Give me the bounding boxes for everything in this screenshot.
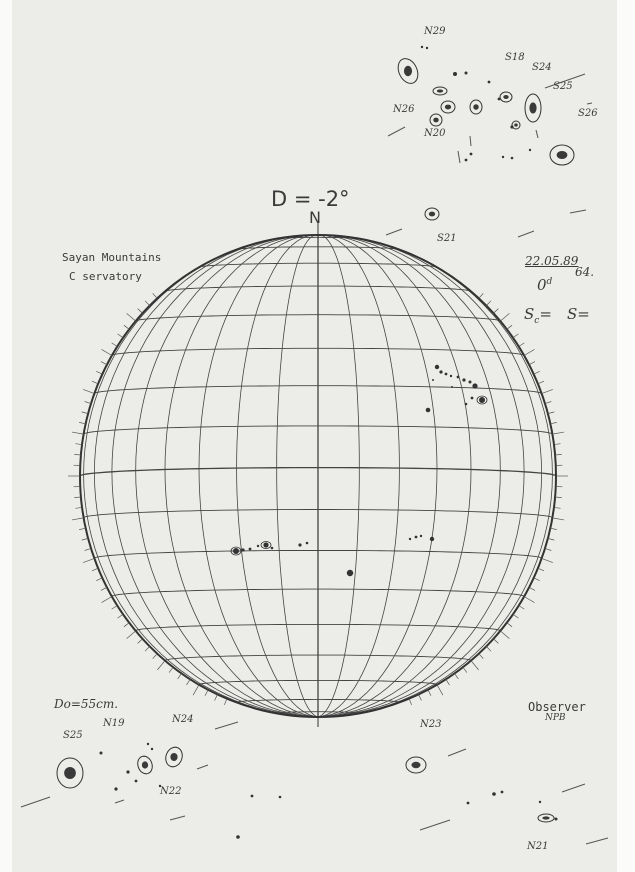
limb-tick xyxy=(74,454,81,455)
meridian-line xyxy=(277,235,318,717)
sunspot xyxy=(420,535,422,537)
observer-label: Observer xyxy=(528,700,586,714)
sunspot xyxy=(409,538,411,540)
annotation-stroke xyxy=(420,820,450,830)
limb-tick xyxy=(101,587,107,590)
limb-tick xyxy=(79,422,86,423)
group-spot xyxy=(539,801,541,803)
group-umbra xyxy=(557,151,568,159)
limb-tick xyxy=(493,309,498,314)
annotation-stroke xyxy=(197,765,208,769)
group-label-s26: S26 xyxy=(578,108,598,119)
limb-tick xyxy=(519,343,525,347)
group-spot xyxy=(501,791,504,794)
limb-tick xyxy=(513,334,518,338)
group-umbra xyxy=(412,762,421,768)
sunspot xyxy=(257,545,259,547)
sunspot xyxy=(233,548,239,554)
group-spot xyxy=(426,47,428,49)
limb-tick xyxy=(437,685,443,695)
group-umbra xyxy=(170,753,177,761)
limb-tick xyxy=(118,614,123,618)
group-spot xyxy=(465,72,468,75)
sunspot xyxy=(472,383,477,388)
group-label-n19: N19 xyxy=(103,718,125,729)
limb-tick xyxy=(542,389,553,393)
limb-tick xyxy=(500,313,509,321)
limb-tick xyxy=(153,293,158,298)
group-label-n26: N26 xyxy=(393,104,415,115)
meridian-line xyxy=(318,235,359,717)
limb-tick xyxy=(124,325,129,329)
group-umbra xyxy=(514,123,518,126)
meridian-line xyxy=(318,235,399,717)
limb-tick xyxy=(479,293,484,298)
annotation-stroke xyxy=(388,127,405,136)
limb-tick xyxy=(555,454,562,455)
observatory-name: Sayan Mountains xyxy=(62,251,162,264)
meridian-line xyxy=(318,235,500,717)
group-label-s21: S21 xyxy=(437,233,457,244)
limb-tick xyxy=(486,646,491,651)
group-spot xyxy=(555,818,558,821)
limb-tick xyxy=(550,528,557,529)
annotation-stroke xyxy=(448,749,466,756)
group-spot xyxy=(511,157,514,160)
limb-tick xyxy=(79,528,86,529)
annotation-stroke xyxy=(458,151,460,163)
sunspot xyxy=(298,543,301,546)
north-label: N xyxy=(309,208,321,227)
limb-tick xyxy=(534,371,540,374)
drawing-number: 64. xyxy=(575,265,595,279)
limb-tick xyxy=(145,301,150,306)
limb-tick xyxy=(145,646,150,651)
sunspot xyxy=(426,408,431,413)
limb-tick xyxy=(524,597,534,603)
sunspot xyxy=(249,548,252,551)
sunspot xyxy=(415,536,418,539)
meridian-line xyxy=(199,235,318,717)
disk-diameter: Do=55cm. xyxy=(54,697,119,711)
group-umbra xyxy=(429,212,435,217)
d-angle-label: D = -2° xyxy=(271,187,350,211)
group-spot xyxy=(135,780,138,783)
limb-tick xyxy=(500,631,509,639)
limb-tick xyxy=(127,313,136,321)
group-umbra xyxy=(64,767,76,779)
group-umbra xyxy=(473,104,478,110)
group-umbra xyxy=(404,66,412,76)
group-spot xyxy=(421,46,423,48)
limb-tick xyxy=(102,597,112,603)
meridian-line xyxy=(318,235,437,717)
group-umbra xyxy=(542,816,549,819)
group-umbra xyxy=(142,761,148,768)
limb-tick xyxy=(409,699,412,705)
limb-tick xyxy=(463,667,467,672)
limb-tick xyxy=(529,362,535,365)
limb-tick xyxy=(83,389,94,393)
sunspot xyxy=(435,365,439,369)
group-label-s25-bottom: S25 xyxy=(63,730,83,741)
limb-tick xyxy=(519,605,525,609)
limb-tick xyxy=(524,349,534,355)
limb-tick xyxy=(118,334,123,338)
annotation-stroke xyxy=(21,797,50,807)
sc-label: $S_c=$ xyxy=(524,305,552,326)
limb-tick xyxy=(534,578,540,581)
limb-tick xyxy=(96,578,102,581)
limb-tick xyxy=(538,381,544,384)
limb-tick xyxy=(101,362,107,365)
limb-tick xyxy=(215,694,218,700)
limb-tick xyxy=(545,402,551,404)
group-spot xyxy=(502,156,504,158)
limb-tick xyxy=(552,518,564,520)
group-label-n20: N20 xyxy=(424,128,446,139)
limb-tick xyxy=(138,309,143,314)
limb-tick xyxy=(455,673,459,679)
sunspot xyxy=(241,548,244,551)
annotation-stroke xyxy=(386,229,402,235)
group-label-n24: N24 xyxy=(172,714,194,725)
limb-tick xyxy=(127,631,136,639)
group-label-n21: N21 xyxy=(527,841,549,852)
limb-tick xyxy=(545,548,551,550)
annotation-stroke xyxy=(587,103,592,104)
annotation-stroke xyxy=(470,136,471,146)
limb-tick xyxy=(75,507,82,508)
meridian-line xyxy=(112,235,318,717)
annotation-stroke xyxy=(536,130,538,138)
sunspot xyxy=(479,397,485,403)
meridian-line xyxy=(237,235,318,717)
group-umbra xyxy=(503,95,508,99)
limb-tick xyxy=(428,690,431,696)
sunspot xyxy=(271,547,274,550)
group-umbra xyxy=(529,102,536,113)
sunspot xyxy=(445,373,448,376)
sunspot xyxy=(263,542,268,547)
limb-tick xyxy=(471,661,479,670)
sunspot xyxy=(457,376,460,379)
limb-tick xyxy=(548,538,554,540)
limb-tick xyxy=(92,568,98,571)
limb-tick xyxy=(513,614,518,618)
limb-tick xyxy=(178,673,182,679)
group-spot xyxy=(453,72,457,76)
limb-tick xyxy=(102,349,112,355)
sunspot xyxy=(432,379,434,381)
group-label-n29: N29 xyxy=(424,26,446,37)
limb-tick xyxy=(187,679,191,685)
limb-tick xyxy=(550,422,557,423)
group-umbra xyxy=(437,89,443,92)
annotation-stroke xyxy=(215,722,238,729)
observatory-name-line2: C servatory xyxy=(69,270,142,283)
limb-tick xyxy=(479,654,484,659)
group-spot xyxy=(529,149,531,151)
limb-tick xyxy=(555,497,562,498)
sunspot xyxy=(306,542,309,545)
meridian-line xyxy=(84,235,318,717)
limb-tick xyxy=(124,623,129,627)
sunspot xyxy=(471,397,474,400)
group-label-s24: S24 xyxy=(532,62,552,73)
s-label: S= xyxy=(567,305,590,323)
limb-tick xyxy=(83,558,94,562)
limb-tick xyxy=(529,587,535,590)
meridian-line xyxy=(318,235,471,717)
limb-tick xyxy=(112,605,118,609)
limb-tick xyxy=(419,694,422,700)
annotation-stroke xyxy=(170,816,185,820)
sunspot xyxy=(347,570,353,576)
limb-tick xyxy=(85,548,91,550)
limb-tick xyxy=(554,507,561,508)
group-label-s25: S25 xyxy=(553,81,573,92)
limb-tick xyxy=(72,432,84,434)
limb-tick xyxy=(169,667,173,672)
observation-date: 22.05.89 xyxy=(525,254,579,268)
group-spot xyxy=(114,787,117,790)
sunspot xyxy=(451,386,453,388)
limb-tick xyxy=(224,699,227,705)
group-spot xyxy=(498,98,501,101)
limb-tick xyxy=(205,690,208,696)
group-spot xyxy=(510,125,513,128)
sunspot xyxy=(430,537,434,541)
limb-tick xyxy=(96,371,102,374)
heliographic-grid xyxy=(80,235,556,717)
limb-tick xyxy=(538,568,544,571)
limb-tick xyxy=(446,679,450,685)
annotation-stroke xyxy=(570,210,586,213)
group-spot xyxy=(492,792,496,796)
group-spot xyxy=(251,795,254,798)
limb-tick xyxy=(507,623,512,627)
sunspot xyxy=(450,375,452,377)
limb-tick xyxy=(157,661,165,670)
group-spot xyxy=(470,153,473,156)
limb-tick xyxy=(72,518,84,520)
group-spot xyxy=(126,770,129,773)
time-label: 0$^d$ xyxy=(537,276,553,294)
group-spot xyxy=(151,748,153,750)
sunspot xyxy=(469,381,472,384)
group-spot xyxy=(488,81,491,84)
limb-tick xyxy=(548,412,554,414)
group-label-n22: N22 xyxy=(160,786,182,797)
sunspot xyxy=(439,370,442,373)
group-umbra xyxy=(433,118,438,123)
limb-tick xyxy=(153,654,158,659)
annotation-stroke xyxy=(562,784,585,792)
meridian-line xyxy=(318,235,552,717)
group-label-n23: N23 xyxy=(420,719,442,730)
observer-initials: NPB xyxy=(545,713,566,723)
limb-tick xyxy=(507,325,512,329)
meridian-line xyxy=(136,235,318,717)
limb-tick xyxy=(85,402,91,404)
meridian-line xyxy=(318,235,524,717)
group-spot xyxy=(147,743,149,745)
limb-tick xyxy=(552,432,564,434)
annotation-stroke xyxy=(518,231,534,237)
limb-tick xyxy=(74,497,81,498)
group-label-s18: S18 xyxy=(505,52,525,63)
limb-tick xyxy=(138,639,143,644)
annotation-stroke xyxy=(115,800,124,803)
limb-tick xyxy=(193,685,199,695)
annotation-stroke xyxy=(586,838,608,844)
group-spot xyxy=(236,835,240,839)
limb-tick xyxy=(493,639,498,644)
group-spot xyxy=(279,796,282,799)
limb-tick xyxy=(82,538,88,540)
group-spot xyxy=(100,752,103,755)
group-umbra xyxy=(445,105,451,110)
limb-tick xyxy=(112,343,118,347)
group-spot xyxy=(465,159,468,162)
limb-tick xyxy=(486,301,491,306)
limb-tick xyxy=(92,381,98,384)
meridian-line xyxy=(165,235,318,717)
group-sketches xyxy=(57,46,574,839)
limb-tick xyxy=(75,444,82,445)
sunspot xyxy=(462,378,465,381)
limb-tick xyxy=(82,412,88,414)
limb-tick xyxy=(542,558,553,562)
limb-tick xyxy=(554,444,561,445)
group-spot xyxy=(467,802,470,805)
sunspot xyxy=(465,403,468,406)
